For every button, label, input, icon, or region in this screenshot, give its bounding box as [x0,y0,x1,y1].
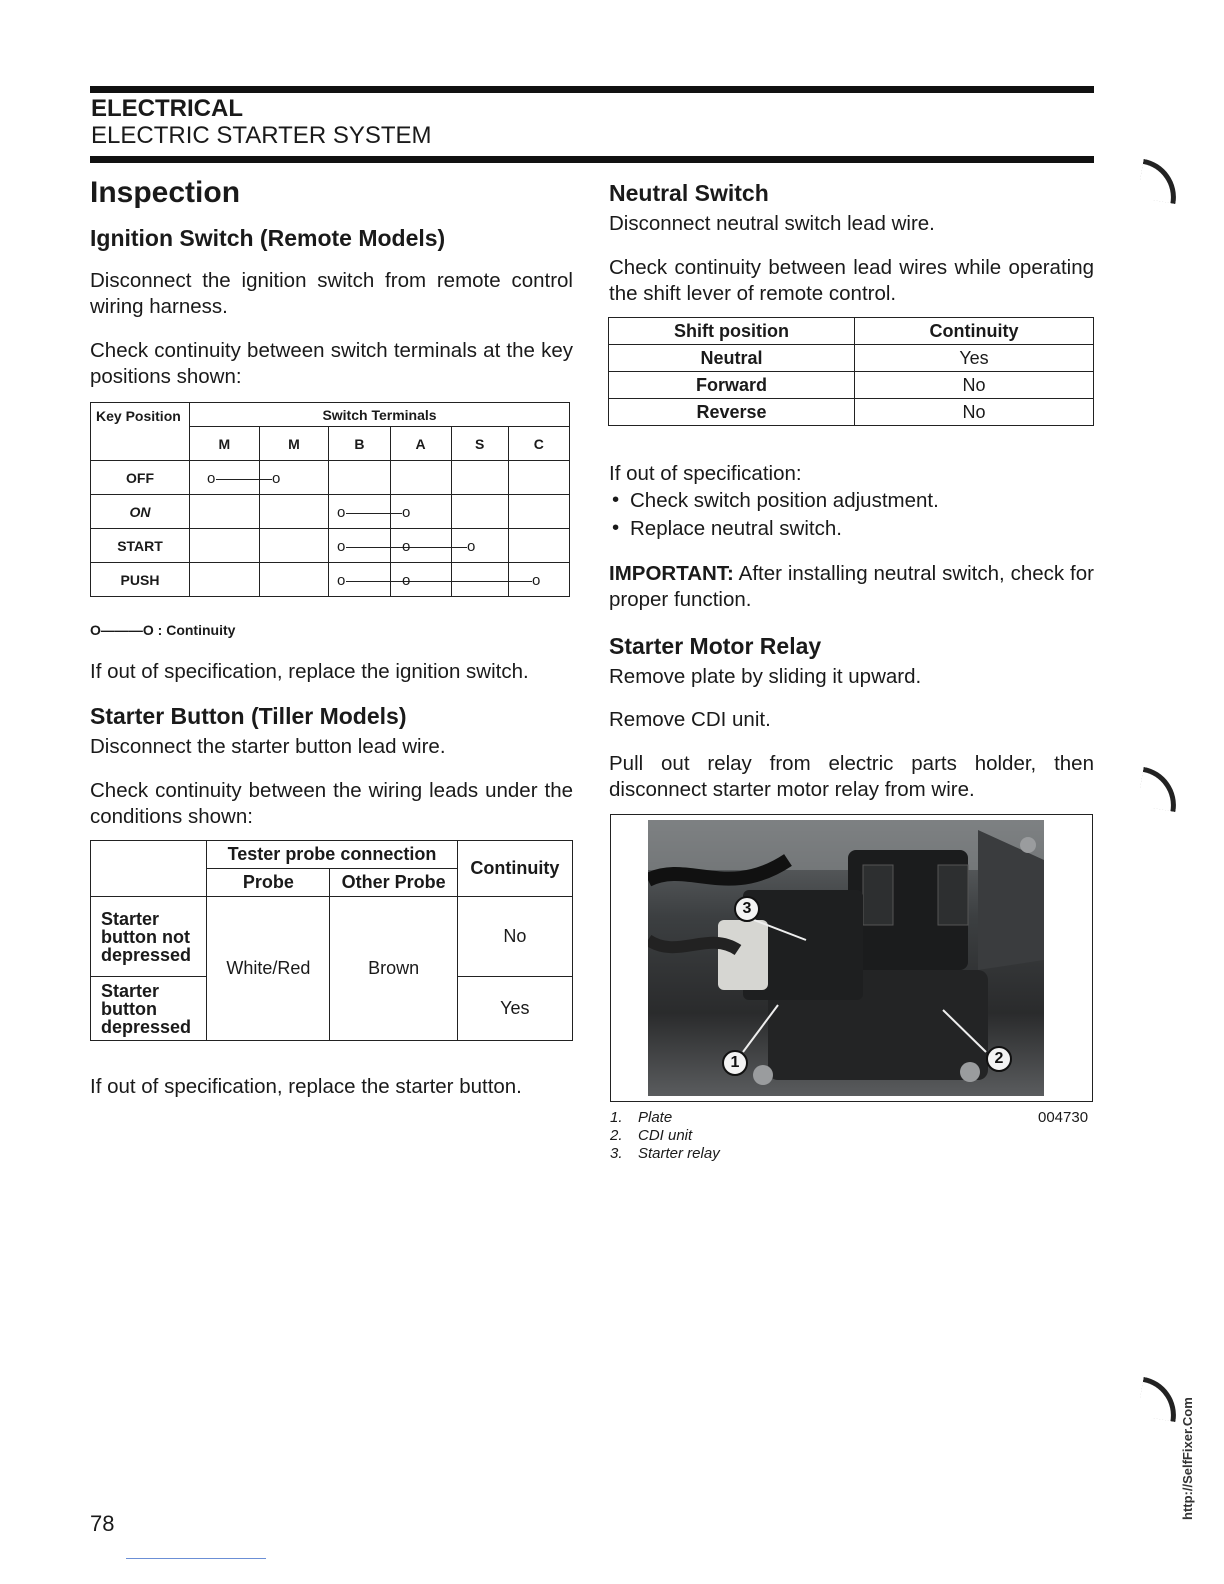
shift-position-header: Shift position [609,318,855,345]
continuity-header: Continuity [457,841,572,897]
starter-button-paragraph-1: Disconnect the starter button lead wire. [90,735,446,758]
section-title: ELECTRICAL [91,95,243,122]
footer-line [126,1558,266,1559]
caption-text: CDI unit [638,1127,693,1144]
ignition-heading: Ignition Switch (Remote Models) [90,225,446,251]
caption-text: Starter relay [638,1145,720,1162]
continuity-terminal-mark: o [207,470,216,487]
other-probe-value: Brown [330,897,457,1041]
blank-header-cell [91,841,207,897]
terminal-header: M [259,427,329,461]
continuity-terminal-mark: o [467,538,476,555]
figure-id: 004730 [1038,1109,1089,1126]
bullet-text: Replace neutral switch. [630,517,842,540]
continuity-cell: No [855,399,1094,426]
bullet-icon: • [612,516,620,539]
caption-num: 3. [610,1145,623,1162]
callout-3: 3 [734,896,760,922]
continuity-line [346,513,402,514]
neutral-paragraph-2: Check continuity between lead wires while operating the shift lever of remote control. [609,256,1094,305]
row-label-start: START [91,529,190,563]
caption-num: 2. [610,1127,623,1144]
starter-button-heading: Starter Button (Tiller Models) [90,703,407,729]
out-of-spec-label: If out of specification: [609,462,802,485]
ignition-paragraph-1: Disconnect the ignition switch from remote control wiring harness. [90,269,573,318]
binder-hook-mark [1137,767,1182,812]
starter-button-table [90,840,573,1041]
row-label-not-depressed: Starter button not depressed [91,897,207,977]
tester-probe-header: Tester probe connection [207,841,458,869]
side-watermark: http://SelfFixer.Com [1180,1397,1195,1520]
row-label-off: OFF [91,461,190,495]
important-label: IMPORTANT: [609,562,734,585]
continuity-terminal-mark: o [337,572,346,589]
callout-2: 2 [986,1046,1012,1072]
key-position-header: Key Position [91,403,190,461]
terminal-header: C [508,427,569,461]
row-label-on: ON [91,495,190,529]
starter-relay-photo [648,820,1044,1096]
continuity-value-not-depressed: No [457,897,572,977]
continuity-terminal-mark: o [337,538,346,555]
probe-value: White/Red [207,897,330,1041]
page-number: 78 [90,1511,115,1536]
terminal-header: S [451,427,508,461]
continuity-terminal-mark: o [402,572,411,589]
header-top-rule [90,86,1094,93]
continuity-terminal-mark: o [402,538,411,555]
row-label-depressed: Starter button depressed [91,977,207,1041]
binder-hook-mark [1137,159,1182,204]
continuity-terminal-mark: o [532,572,541,589]
row-label-push: PUSH [91,563,190,597]
relay-paragraph-2: Remove CDI unit. [609,708,771,731]
continuity-cell: Yes [855,345,1094,372]
bullet-text: Check switch position adjustment. [630,489,939,512]
continuity-terminal-mark: o [337,504,346,521]
starter-button-paragraph-3: If out of specification, replace the starter button. [90,1075,522,1098]
continuity-terminal-mark: o [272,470,281,487]
continuity-cell: No [855,372,1094,399]
neutral-paragraph-1: Disconnect neutral switch lead wire. [609,212,935,235]
switch-terminals-header: Switch Terminals [190,403,570,427]
other-probe-header: Other Probe [330,869,457,897]
continuity-line [216,479,272,480]
shift-position-cell: Forward [609,372,855,399]
continuity-terminal-mark: o [402,504,411,521]
ignition-paragraph-3: If out of specification, replace the ignition switch. [90,660,529,683]
caption-text: Plate [638,1109,673,1126]
relay-photo-drawing [648,820,1044,1096]
relay-paragraph-1: Remove plate by sliding it upward. [609,665,922,688]
continuity-line [346,581,532,582]
page-title: Inspection [90,176,241,209]
shift-position-cell: Reverse [609,399,855,426]
terminal-header: M [190,427,260,461]
subsection-title: ELECTRIC STARTER SYSTEM [91,122,432,149]
ignition-continuity-table [90,402,570,597]
continuity-legend: O———O : Continuity [90,622,236,638]
neutral-switch-table [608,317,1094,426]
important-text: After installing neutral switch, check for proper function. [609,562,1094,611]
continuity-header: Continuity [855,318,1094,345]
important-note [609,561,1094,613]
starter-relay-heading: Starter Motor Relay [609,633,822,659]
caption-num: 1. [610,1109,623,1126]
continuity-value-depressed: Yes [457,977,572,1041]
terminal-header: A [390,427,451,461]
callout-1: 1 [722,1050,748,1076]
relay-paragraph-3: Pull out relay from electric parts holder, then disconnect starter motor relay from wire. [609,752,1094,801]
binder-hook-mark [1137,1377,1182,1422]
neutral-switch-heading: Neutral Switch [609,180,769,206]
terminal-header: B [329,427,390,461]
ignition-paragraph-2: Check continuity between switch terminals at the key positions shown: [90,339,573,388]
shift-position-cell: Neutral [609,345,855,372]
probe-header: Probe [207,869,330,897]
header-bottom-rule [90,156,1094,163]
bullet-icon: • [612,488,620,511]
starter-button-paragraph-2: Check continuity between the wiring leads under the conditions shown: [90,779,573,828]
